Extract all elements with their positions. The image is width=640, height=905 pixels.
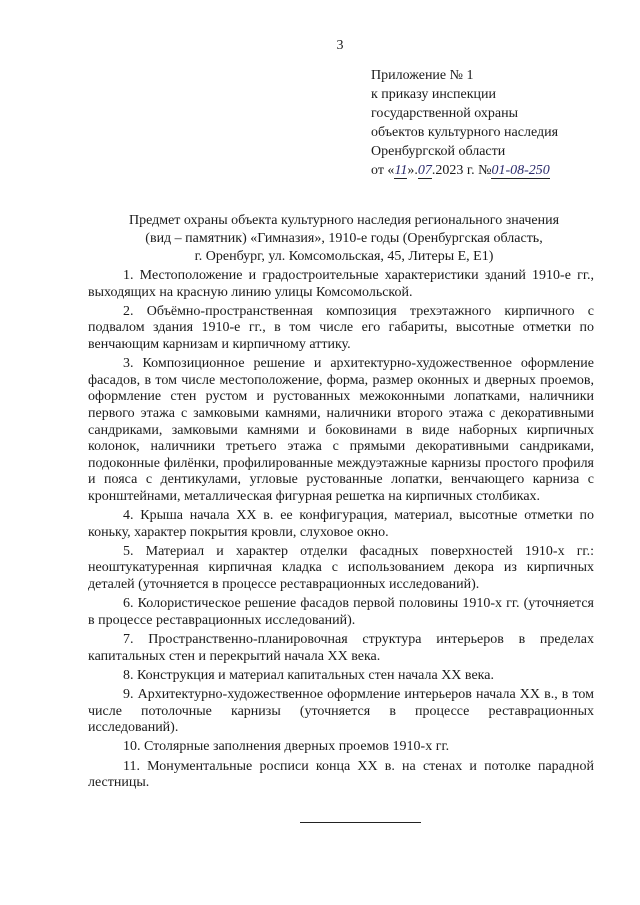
order-day: 11 [394,163,408,178]
list-item: 9. Архитектурно-художественное оформление интерьеров начала XX в., в том числе потолочные карнизы (уточняется в процессе реставрационных исследований). [88,687,594,736]
list-item: 11. Монументальные росписи конца XX в. на стенах и потолке парадной лестницы. [88,758,594,791]
order-number: 01-08-250 [491,163,550,178]
document-title [96,212,592,266]
appendix-line: Приложение № 1 [371,68,474,83]
end-separator-line [300,822,421,823]
list-item: 10. Столярные заполнения дверных проемов 1910-х гг. [123,739,450,755]
list-item: 2. Объёмно-пространственная композиция трехэтажного кирпичного с подвалом здания 1910-е гг., в том числе его габариты, высотные отметки по венчающим карнизам и кирпичному аттику. [88,303,594,352]
list-item: 1. Местоположение и градостроительные характеристики зданий 1910-е гг., выходящих на красную линию улицы Комсомольской. [88,268,594,300]
page-number: 3 [336,38,344,53]
appendix-line: Оренбургской области [371,144,506,159]
list-item: 6. Колористическое решение фасадов первой половины 1910-х гг. (уточняется в процессе реставрационных исследований). [88,596,594,628]
title-line: г. Оренбург, ул. Комсомольская, 45, Литеры Е, Е1) [194,249,494,264]
order-date-line [371,161,558,180]
list-item: 3. Композиционное решение и архитектурно-художественное оформление фасадов, в том числе местоположение, форма, размер оконных и дверных проемов, оформление стен рустом и рустованных межоконными лопатками, наличники первого этажа с замковыми камнями, наличники второго этажа с декоративными сандриками, замковыми камнями и боковинами в виде наборных кирпичных колонок, наличники третьего этажа с прямыми декоративными сандриками, подоконные филёнки, профилированные междуэтажные карнизы простого профиля и пояса с дентикулами, угловые рустованные лопатки, венчающего карниза с кронштейнами, металлическая фигурная решетка на кирпичных столбиках. [88,356,594,504]
order-year: .2023 г. № [431,163,492,178]
date-prefix: от « [371,163,395,178]
title-line: Предмет охраны объекта культурного наследия регионального значения [128,213,560,228]
protection-items-list [88,268,594,794]
list-item: 4. Крыша начала XX в. ее конфигурация, материал, высотные отметки по коньку, характер покрытия кровли, слуховое окно. [88,508,594,540]
date-separator: ». [407,163,418,178]
appendix-line: государственной охраны [371,106,519,121]
appendix-line: к приказу инспекции [371,87,497,102]
list-item: 8. Конструкция и материал капитальных стен начала XX века. [123,667,494,683]
appendix-line: объектов культурного наследия [371,125,559,140]
appendix-header [371,66,558,180]
list-item: 7. Пространственно-планировочная структура интерьеров в пределах капитальных стен и перекрытий начала XX века. [88,632,594,664]
order-month: 07 [417,163,432,178]
list-item: 5. Материал и характер отделки фасадных поверхностей 1910-х гг.: неоштукатуренная кирпичная кладка с использованием декора из кирпичных деталей (уточняется в процессе реставрационных исследований). [88,543,594,593]
title-line: (вид – памятник) «Гимназия», 1910-е годы (Оренбургская область, [145,231,543,246]
